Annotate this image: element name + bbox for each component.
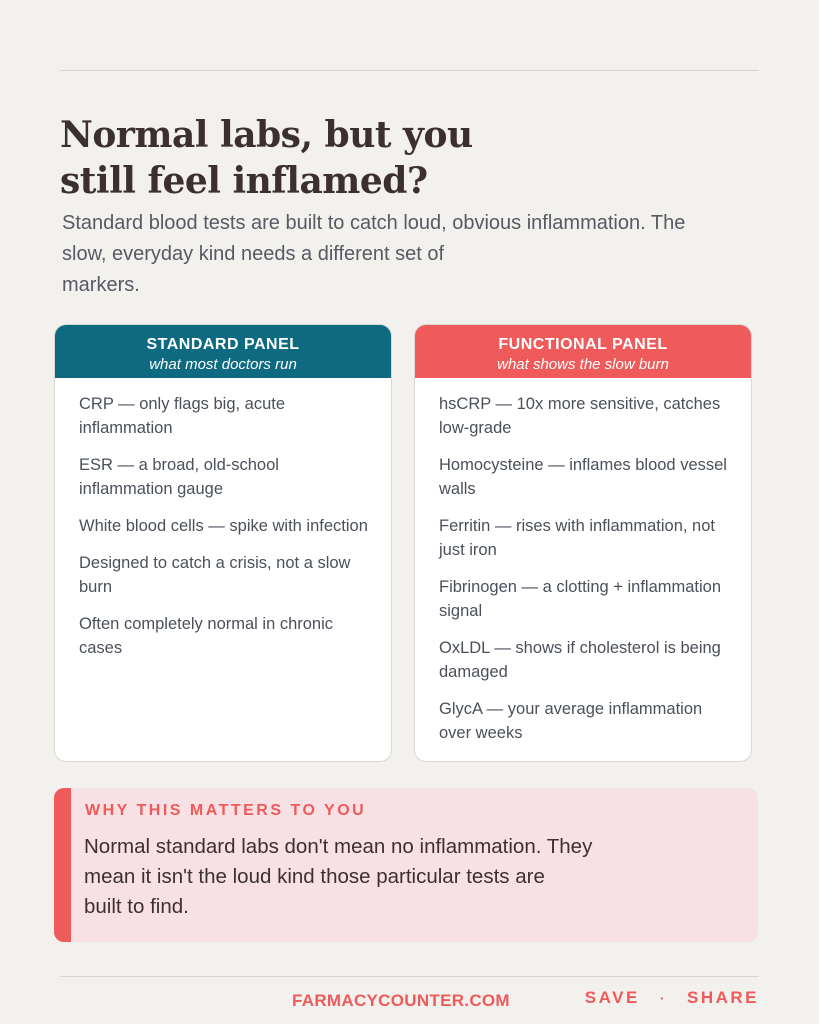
functional-panel-title: FUNCTIONAL PANEL bbox=[498, 336, 668, 353]
callout-text-line-2: mean it isn't the loud kind those particular tests are bbox=[84, 865, 545, 888]
subtitle-line-1: Standard blood tests are built to catch loud, obvious inflammation. The bbox=[62, 212, 686, 234]
functional-panel-header bbox=[415, 325, 751, 378]
separator-dot: · bbox=[659, 990, 667, 1006]
bottom-divider bbox=[60, 976, 759, 977]
functional-panel-list bbox=[415, 378, 751, 745]
save-button[interactable]: SAVE bbox=[584, 988, 640, 1007]
standard-panel-header bbox=[55, 325, 391, 378]
list-item: White blood cells — spike with infection bbox=[79, 517, 368, 535]
callout-text bbox=[84, 832, 704, 922]
list-item: Homocysteine — inflames blood vessel walls bbox=[439, 456, 727, 498]
page-subtitle bbox=[62, 208, 762, 301]
standard-panel-list bbox=[55, 378, 391, 660]
standard-panel-card bbox=[54, 324, 392, 762]
standard-panel-subtitle: what most doctors run bbox=[149, 356, 297, 373]
list-item: Designed to catch a crisis, not a slow burn bbox=[79, 554, 351, 596]
list-item: Fibrinogen — a clotting + inflammation signal bbox=[439, 578, 722, 620]
list-item: ESR — a broad, old-school inflammation gauge bbox=[79, 456, 279, 498]
list-item: Often completely normal in chronic cases bbox=[79, 615, 334, 657]
subtitle-line-3: markers. bbox=[62, 274, 140, 296]
page-title bbox=[60, 112, 580, 204]
list-item: GlycA — your average inflammation over weeks bbox=[439, 700, 703, 742]
functional-panel-subtitle: what shows the slow burn bbox=[497, 356, 669, 373]
subtitle-line-2: slow, everyday kind needs a different set of bbox=[62, 243, 445, 265]
callout-accent-bar bbox=[54, 788, 71, 942]
footer-actions bbox=[585, 988, 759, 1008]
callout-text-line-3: built to find. bbox=[84, 895, 189, 918]
page-title-line-2: still feel inflamed? bbox=[60, 160, 428, 202]
list-item: hsCRP — 10x more sensitive, catches low-grade bbox=[439, 395, 721, 437]
callout-text-line-1: Normal standard labs don't mean no inflammation. They bbox=[84, 835, 593, 858]
top-divider bbox=[60, 70, 759, 71]
list-item: Ferritin — rises with inflammation, not just iron bbox=[439, 517, 715, 559]
list-item: OxLDL — shows if cholesterol is being damaged bbox=[439, 639, 721, 681]
list-item: CRP — only flags big, acute inflammation bbox=[79, 395, 286, 437]
page-title-line-1: Normal labs, but you bbox=[60, 114, 473, 156]
functional-panel-card bbox=[414, 324, 752, 762]
callout-label: WHY THIS MATTERS TO YOU bbox=[85, 802, 367, 819]
why-this-matters-callout bbox=[54, 788, 758, 942]
standard-panel-title: STANDARD PANEL bbox=[146, 336, 300, 353]
brand-link[interactable]: FARMACYCOUNTER.COM bbox=[292, 991, 510, 1010]
share-button[interactable]: SHARE bbox=[686, 988, 759, 1007]
